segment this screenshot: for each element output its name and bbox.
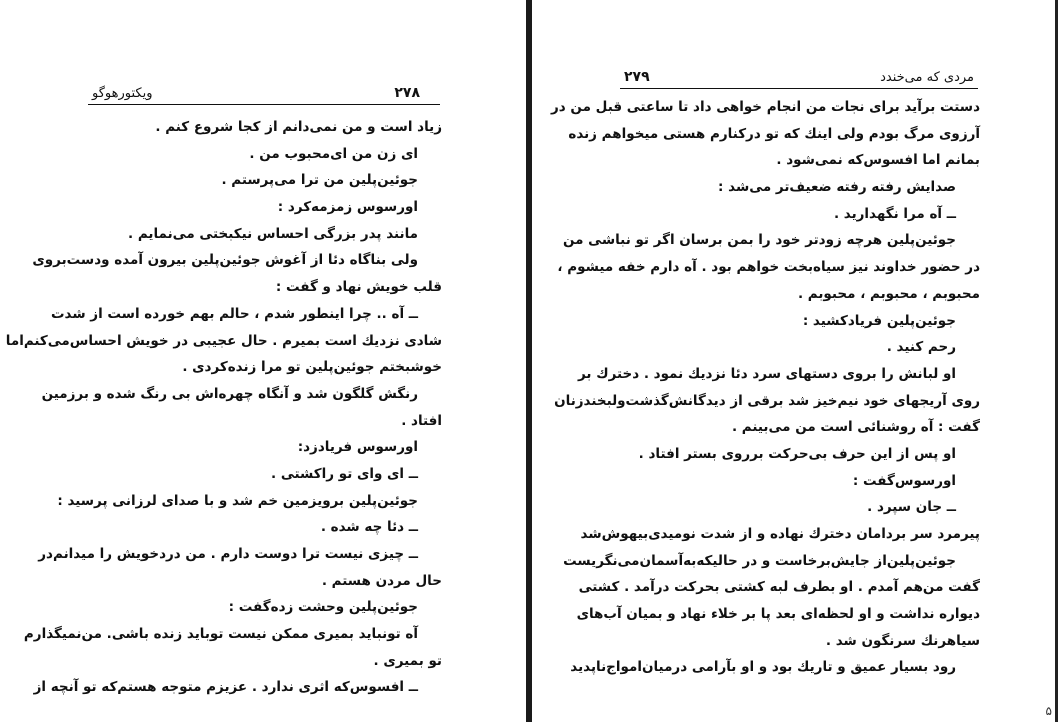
text-line: دیواره نداشت و او لحظه‌ای بعد پا بر خلاء نهاد و بمیان آب‌های xyxy=(576,606,980,623)
text-line: رنگش گلگون شد و آنگاه چهره‌اش بی رنگ شده و برزمین xyxy=(41,385,418,402)
text-line: ــ آه مرا نگهدارید . xyxy=(833,205,956,222)
text-line: جوئین‌پلین‌از جایش‌برخاست و در حالیکه‌به‌آسمان‌می‌نگریست xyxy=(563,552,956,569)
text-line: قلب خویش نهاد و گفت : xyxy=(275,279,442,296)
text-line: جوئین‌پلین فریاد‌کشید : xyxy=(802,312,956,329)
text-line: او لبانش را بروی دستهای سرد دئا نزدیك نمود . دخترك بر xyxy=(578,365,956,382)
text-line: گفت : آه روشنائی است من می‌بینم . xyxy=(731,419,980,436)
text-line: ــ دئا چه شده . xyxy=(320,519,418,536)
text-line: اورسوس زمزمه‌کرد : xyxy=(277,199,418,216)
text-line: ــ چیزی نیست ترا دوست دارم . من دردخویش را میدانم‌در xyxy=(38,546,418,562)
text-line: محبوبم ، محبوبم ، محبوبم . xyxy=(797,285,980,302)
text-line: خوشبختم جوئین‌پلین تو مرا زنده‌کردی . xyxy=(182,359,442,376)
text-line: آه تو‌نباید بمیری ممکن نیست تو‌باید زنده باشی. من‌نمیگذارم xyxy=(23,626,418,643)
text-line: ــ افسوس‌که اثری ندارد . عزیزم متوجه هستم‌که تو آنچه از xyxy=(33,679,418,696)
text-line: جوئین‌پلین وحشت زده‌گفت : xyxy=(228,599,418,616)
right-page xyxy=(532,0,1058,722)
text-line: جوئین‌پلین برویزمین خم شد و با صدای لرزانی پرسید : xyxy=(57,492,418,509)
right-page-number: ۲۷۹ xyxy=(624,69,650,85)
text-line: روی آریجهای خود نیم‌خیز شد برقی از دیدگانش‌گذشت‌ولبخندزنان xyxy=(554,392,980,409)
text-line: اورسوس‌گفت : xyxy=(852,472,956,489)
right-page-body xyxy=(551,94,980,681)
left-page xyxy=(0,0,526,722)
text-line: بمانم اما افسوس‌که نمی‌شود . xyxy=(776,152,980,169)
text-line: دستت بر‌آید برای نجات من انجام خواهی داد تا ساعتی قبل من در xyxy=(551,99,980,115)
right-page-header xyxy=(620,66,978,89)
text-line: رحم کنید . xyxy=(886,339,956,356)
text-line: آرزوی مرگ بودم ولی اینك که تو در‌کنارم هستی میخواهم زنده xyxy=(568,125,980,142)
text-line: صدایش رفته رفته ضعیف‌تر می‌شد : xyxy=(718,179,956,196)
text-line: ــ جان سپرد . xyxy=(867,499,956,516)
text-line: پیرمرد سر بردامان دخترك نهاده و از شدت نومیدی‌بیهوش‌شد xyxy=(580,526,980,542)
text-line: ــ آه .. چرا اینطور شدم ، حالم بهم خورده است از شدت xyxy=(50,305,418,322)
left-running-title: ویکتورهوگو xyxy=(92,86,153,101)
text-line: شادی نزدیك است بمیرم . حال عجیبی در خویش احساس‌می‌کنم‌اما xyxy=(5,332,442,349)
text-line: ــ ای وای تو راکشتی . xyxy=(271,465,418,482)
text-line: حال مردن هستم . xyxy=(321,572,442,589)
text-line: ولی بناگاه دئا از آغوش جوئین‌پلین بیرون آمده ودست‌بروی xyxy=(32,252,418,269)
text-line: جوئین‌پلین من ترا می‌پرستم . xyxy=(221,172,418,189)
text-line: افتاد . xyxy=(401,412,442,429)
left-page-number: ۲۷۸ xyxy=(394,85,420,101)
text-line: زیاد است و من نمی‌دانم از کجا شروع کنم . xyxy=(155,119,442,135)
corner-mark: ۵ xyxy=(1045,704,1052,718)
text-line: تو بمیری . xyxy=(373,652,442,669)
left-page-header xyxy=(88,82,440,105)
text-line: سیاهرنك سرنگون شد . xyxy=(825,632,980,649)
text-line: در حضور خداوند نیز سیاه‌بخت خواهم بود . آه دارم خفه میشوم ، xyxy=(557,259,980,276)
text-line: گفت من‌هم آمدم . او بطرف لبه کشتی بحرکت در‌آمد . کشتی xyxy=(578,579,980,596)
text-line: مانند پدر بزرگی احساس نیکبختی می‌نمایم . xyxy=(127,225,418,242)
text-line: رود بسیار عمیق و تاریك بود و او بآرامی درمیان‌امواج‌ناپدید xyxy=(570,659,956,676)
text-line: اورسوس فریادزد: xyxy=(297,439,418,456)
text-line: ای زن من ای‌محبوب من . xyxy=(249,145,418,162)
left-page-body xyxy=(5,114,442,701)
right-running-title: مردی که می‌خندد xyxy=(880,70,974,85)
text-line: جوئین‌پلین هرچه زودتر خود را بمن برسان اگر تو نباشی من xyxy=(562,232,956,249)
text-line: او پس از این حرف بی‌حرکت برروی بستر افتاد . xyxy=(638,445,956,462)
